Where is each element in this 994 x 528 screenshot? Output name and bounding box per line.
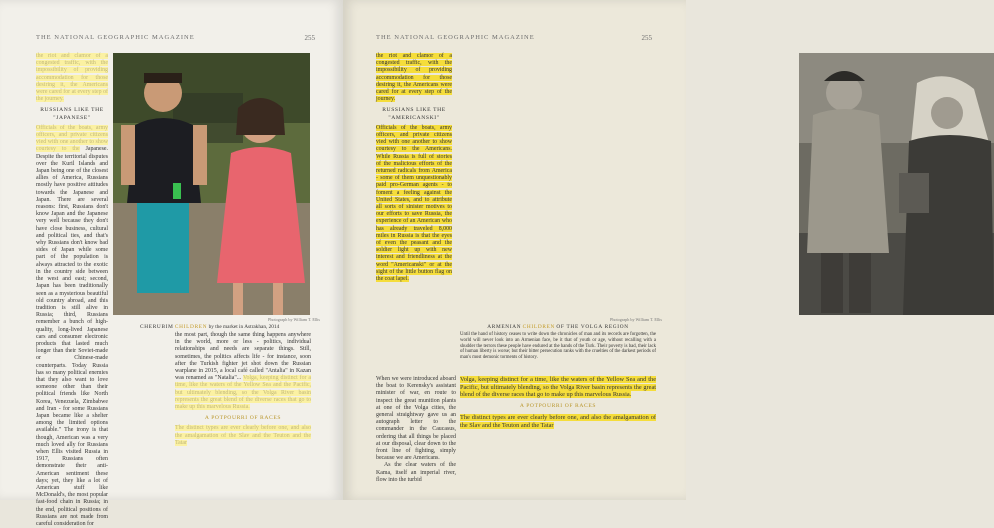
left-subhead: RUSSIANS LIKE THE "JAPANESE" [40, 107, 104, 121]
left-col2-end: The distinct types are ever clearly before one, and also the amalgamation of the Slav and the Teuton and the Tatar [175, 425, 311, 446]
right-para: Officials of the boats, army officers, and private citizens vied with one another to show courtesy to the Americans. While Russia is full of stories of the malicious efforts of the returned radicals from America - some of them unquestionably paid pro-German agents - to foment a feeling against the United States, and to attribute all sorts of sinister motives to our efforts to save Russia, the experience of an American who has already traveled 8,000 miles in Russia is that the eyes of even the peasant and the soldier light up with new interest and friendliness at the word "Americanski" or at the sight of the little button flag on the coat lapel. [376, 124, 452, 283]
left-intro: the riot and clamor of a congested traffic, with the impossibility of providing accommodation for those desiring it, the Americans were cared for at every step of the journey. [36, 53, 108, 103]
right-caption-text: Until the hand of history ceases to write down the chronicles of man and its records are forgotten, the world will never look into an Armenian face, be it that of youth or age, without recalling with a shudder the terrors these people have endured at the hands of the Turk. Their poverty is bad, their lack of human liberty is worse; but their bitter persecution ranks with the cruelties of the darkest periods of man's most demonic torments of history. [460, 332, 656, 361]
right-subhead: RUSSIANS LIKE THE "AMERICANSKI" [382, 107, 446, 121]
right-running-head [376, 34, 652, 42]
left-caption-tag: CHERUBIM [140, 324, 174, 330]
right-caption-tag-gold: CHILDREN [522, 324, 556, 330]
right-column-2 [460, 376, 656, 429]
left-photo-credit: Photograph by William T. Ellis [268, 317, 321, 322]
left-caption [140, 324, 320, 331]
right-col2-hl: Volga, keeping distinct for a time, like the waters of the Yellow Sea and the Pacific, but ultimately blending, so the Volga River basin represents the great blend of the diverse races that go to make up this marvelous Russia. [460, 376, 656, 399]
right-para3: As the clear waters of the Kama, itself an imperial river, flow into the turbid [376, 462, 456, 483]
children-photo-illustration [113, 53, 310, 315]
right-col2-end: The distinct types are ever clearly before one, and also the amalgamation of the Slav and the Teuton and the Tatar [460, 413, 656, 429]
right-photo-credit: Photograph by William T. Ellis [610, 317, 663, 322]
right-para2: When we were introduced aboard the boat to Kerensky's assistant minister of war, en route to inspect the great munition plants at one of the Volga cities, the general straightway gave us an autograph letter to the commander in the Caucasus, ordering that all things be placed at our disposal, clear down to the front line of fighting, simply because we are Americans. [376, 376, 456, 462]
left-col2-new: the most part, though the same thing happens anywhere in the world, more or less - politics, individual relationships and needs are separate things. Still, sometimes, the politics affects life - for instance, soon after the Turkish fighter jet shot down the Russian warplane in 2015, a local café called "Antalia" in Kazan was renamed as "Natalia"... [175, 332, 311, 382]
left-column-1 [36, 53, 108, 528]
right-magazine-title: THE NATIONAL GEOGRAPHIC MAGAZINE [376, 34, 535, 41]
right-caption-title [460, 324, 656, 331]
right-photo [799, 53, 994, 315]
left-subhead-2: A POTPOURRI OF RACES [204, 415, 282, 422]
left-photo [113, 53, 310, 315]
right-intro: the riot and clamor of a congested traffic, with the impossibility of providing accommodation for those desiring it, the Americans were cared for at every step of the journey. [376, 53, 452, 103]
right-page [343, 0, 686, 500]
right-caption-tag-end: OF THE VOLGA REGION [556, 324, 629, 330]
left-page-number: 255 [304, 34, 315, 42]
right-subhead-2: A POTPOURRI OF RACES [519, 403, 597, 410]
right-page-number: 255 [641, 34, 652, 42]
right-column-1b [376, 376, 456, 484]
right-caption-tag: ARMENIAN [487, 324, 522, 330]
left-running-head [36, 34, 315, 42]
left-page [0, 0, 343, 527]
left-para-faded: Officials of the boats, army officers, and private citizens vied with one another to show courtesy to the [36, 124, 108, 153]
left-magazine-title: THE NATIONAL GEOGRAPHIC MAGAZINE [36, 34, 195, 41]
left-para-new: Japanese. Despite the territorial disputes over the Kuril Islands and Japan being one of the closest allies of America, Russians mostly have positive attitudes towards the Japanese and Japan. There are several reasons: first, Russians don't know Japan and the Japanese very well because they don't have close business, cultural and political ties, and that's why Russians don't know bad sides of Japan while some part of the population is always attracted to the exotic in the country side between the west and east; second, Japan has been traditionally seen as a mysterious beautiful old country abroad, and this tradition is still alive in Russia; third, Russians remember a bunch of high-quality, long-lived Japanese cars and consumer electronic products that lasted much longer than their Soviet-made or Chinese-made counterparts. Today Russia has so many political enemies that they also want to love someone other than their political friends like North Korea, Venezuela, Zimbabwe and Iran - for some Russians Japan became like a shelter among the limited options available." The irony is that though, American was a very much loved ally for Russians when Ellis visited Russia in 1917, Russians often demonstrate their anti-American sentiment these days; yet, they like a lot of American stuff like McDonald's, the most popular fast-food chain in Russia; in the end, political positions of Russians are not made from careful consideration for [36, 146, 108, 527]
armenian-children-photo-illustration [799, 53, 994, 315]
right-column-1 [376, 53, 452, 283]
left-caption-text: by the market in Astrakhan, 2014 [208, 324, 280, 330]
left-col2-faded: Volga, keeping distinct for a time, like the waters of the Yellow Sea and the Pacific, but ultimately blending, so the Volga River basin represents the great blend of the diverse races that go to make up this marvelous Russia. [175, 375, 311, 411]
left-caption-tag-gold: CHILDREN [174, 324, 208, 330]
left-column-2 [175, 332, 311, 447]
